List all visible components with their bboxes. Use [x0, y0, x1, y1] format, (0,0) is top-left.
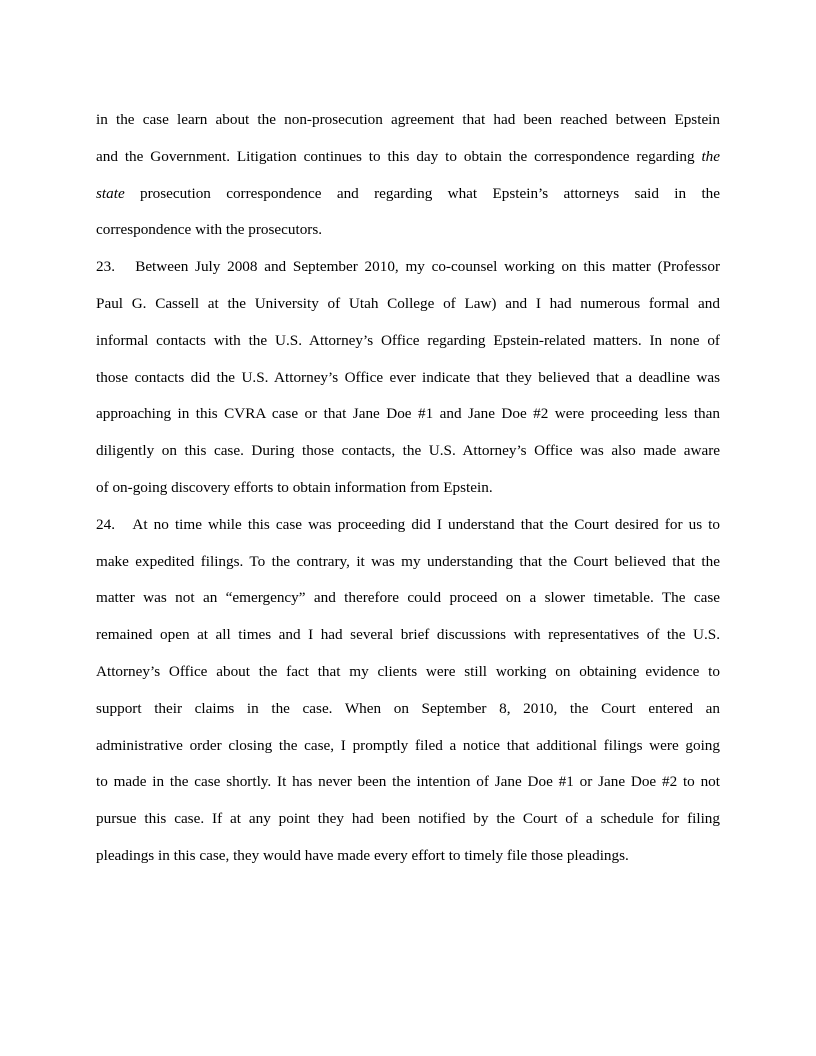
text-run: At no time while this case was proceeding did I understand that the Court desired for us to — [132, 515, 720, 533]
text-line — [96, 368, 720, 405]
paragraph-number: 23. — [96, 258, 115, 276]
text-line-content: matter was not an “emergency” and therefore could proceed on a slower timetable. The case — [96, 589, 720, 607]
text-line-content: pleadings in this case, they would have made every effort to timely file those pleadings. — [96, 846, 629, 864]
text-line — [96, 331, 720, 368]
text-run: Between July 2008 and September 2010, my co-counsel working on this matter (Professor — [135, 258, 720, 276]
paragraph-24-first-line — [96, 515, 720, 552]
text-run: prosecution correspondence and regarding what Epstein’s attorneys said in the — [124, 184, 720, 202]
text-line-content — [96, 515, 720, 535]
document-page — [96, 110, 720, 883]
text-line-content: informal contacts with the U.S. Attorney’s Office regarding Epstein-related matters. In none of — [96, 331, 720, 349]
text-line — [96, 588, 720, 625]
text-line — [96, 184, 720, 221]
text-line-content: administrative order closing the case, I promptly filed a notice that additional filings were going — [96, 736, 720, 754]
text-line — [96, 294, 720, 331]
text-line-content: in the case learn about the non-prosecution agreement that had been reached between Epstein — [96, 111, 720, 128]
text-line — [96, 552, 720, 589]
italic-text: state — [96, 184, 125, 202]
text-line-content — [96, 184, 720, 204]
text-line-content: of on-going discovery efforts to obtain information from Epstein. — [96, 478, 493, 496]
text-line-content: Attorney’s Office about the fact that my clients were still working on obtaining evidence to — [96, 662, 720, 680]
text-line — [96, 220, 720, 257]
text-line-content: remained open at all times and I had several brief discussions with representatives of the U.S. — [96, 626, 720, 644]
text-line — [96, 441, 720, 478]
text-line — [96, 662, 720, 699]
text-line-content — [96, 147, 720, 167]
text-line-content: to made in the case shortly. It has never been the intention of Jane Doe #1 or Jane Doe #2 to not — [96, 773, 720, 791]
text-line-content — [96, 257, 720, 277]
text-line-content: support their claims in the case. When on September 8, 2010, the Court entered an — [96, 699, 720, 717]
text-run: and the Government. Litigation continues to this day to obtain the correspondence regarding — [96, 147, 702, 165]
text-line-content: diligently on this case. During those contacts, the U.S. Attorney’s Office was also made aware — [96, 442, 720, 460]
text-line-content: correspondence with the prosecutors. — [96, 221, 323, 239]
paragraph-number: 24. — [96, 515, 115, 533]
text-line — [96, 625, 720, 662]
text-line-content: pursue this case. If at any point they had been notified by the Court of a schedule for filing — [96, 810, 720, 828]
text-line — [96, 110, 720, 147]
paragraph-23-first-line — [96, 257, 720, 294]
text-line — [96, 809, 720, 846]
text-line — [96, 478, 720, 515]
italic-text: the — [701, 147, 720, 165]
text-line — [96, 147, 720, 184]
text-line — [96, 699, 720, 736]
text-line — [96, 846, 720, 883]
text-line-content: approaching in this CVRA case or that Jane Doe #1 and Jane Doe #2 were proceeding less than — [96, 405, 720, 423]
text-line-content: those contacts did the U.S. Attorney’s Office ever indicate that they believed that a deadline was — [96, 368, 720, 386]
text-line-content: Paul G. Cassell at the University of Utah College of Law) and I had numerous formal and — [96, 294, 720, 312]
text-line — [96, 772, 720, 809]
text-line — [96, 404, 720, 441]
text-line-content: make expedited filings. To the contrary, it was my understanding that the Court believed that the — [96, 552, 720, 570]
text-line — [96, 736, 720, 773]
